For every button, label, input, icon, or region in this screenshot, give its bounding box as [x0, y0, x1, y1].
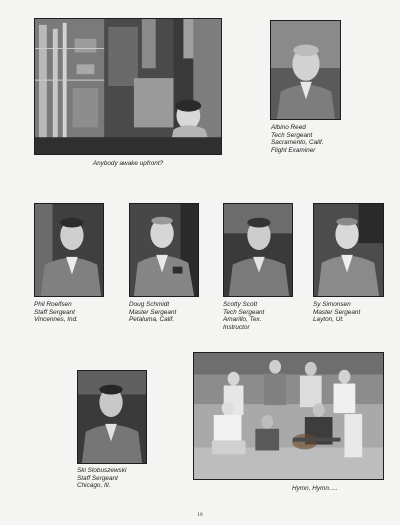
albino-reed-caption — [271, 124, 324, 154]
caption-line: Master Sergeant — [313, 308, 361, 316]
portrait-sy-simonsen — [313, 203, 384, 297]
caption-line: Phil Roelfsen — [34, 301, 72, 308]
portrait-phil-roelfsen — [34, 203, 104, 297]
caption-line: Albino Reed — [271, 124, 306, 131]
caption-line: Instructor — [223, 323, 250, 331]
caption-line: Staff Sergeant — [34, 308, 75, 316]
caption-line: Layton, Ut. — [313, 316, 344, 324]
doug-schmidt-caption — [129, 301, 176, 324]
cockpit-photo-caption — [34, 160, 222, 168]
caption-line: Chicago, Ill. — [77, 482, 111, 490]
caption-text: Hymn, Hymn..... — [292, 485, 338, 492]
caption-line: Sacramento, Calif. — [271, 139, 324, 147]
caption-line: Master Sergeant — [129, 308, 177, 316]
caption-line: Ski Slobuszewski — [77, 467, 127, 474]
caption-line: Doug Schmidt — [129, 301, 170, 308]
caption-line: Amarillo, Tex. — [223, 316, 262, 324]
phil-roelfsen-caption — [34, 301, 78, 324]
group-photo-caption — [292, 485, 338, 493]
caption-line: Tech Sergeant — [223, 308, 265, 316]
ski-slobuszewski-caption — [77, 467, 126, 490]
page-number: 18 — [197, 512, 203, 518]
sy-simonsen-caption — [313, 301, 360, 324]
caption-line: Tech Sergeant — [271, 131, 313, 139]
caption-line: Sy Simonsen — [313, 301, 351, 308]
caption-line: Petaluma, Calif. — [129, 316, 175, 324]
group-photo — [193, 352, 384, 480]
scotty-scott-caption — [223, 301, 264, 331]
caption-line: Staff Sergeant — [77, 474, 118, 482]
portrait-doug-schmidt — [129, 203, 199, 297]
portrait-ski-slobuszewski — [77, 370, 147, 464]
caption-text: Anybody awake upfront? — [92, 160, 164, 167]
portrait-scotty-scott — [223, 203, 293, 297]
caption-line: Scotty Scott — [223, 301, 258, 308]
portrait-albino-reed — [270, 20, 341, 120]
caption-line: Flight Examiner — [271, 146, 316, 154]
cockpit-photo — [34, 18, 222, 155]
caption-line: Vincennes, Ind. — [34, 316, 78, 324]
